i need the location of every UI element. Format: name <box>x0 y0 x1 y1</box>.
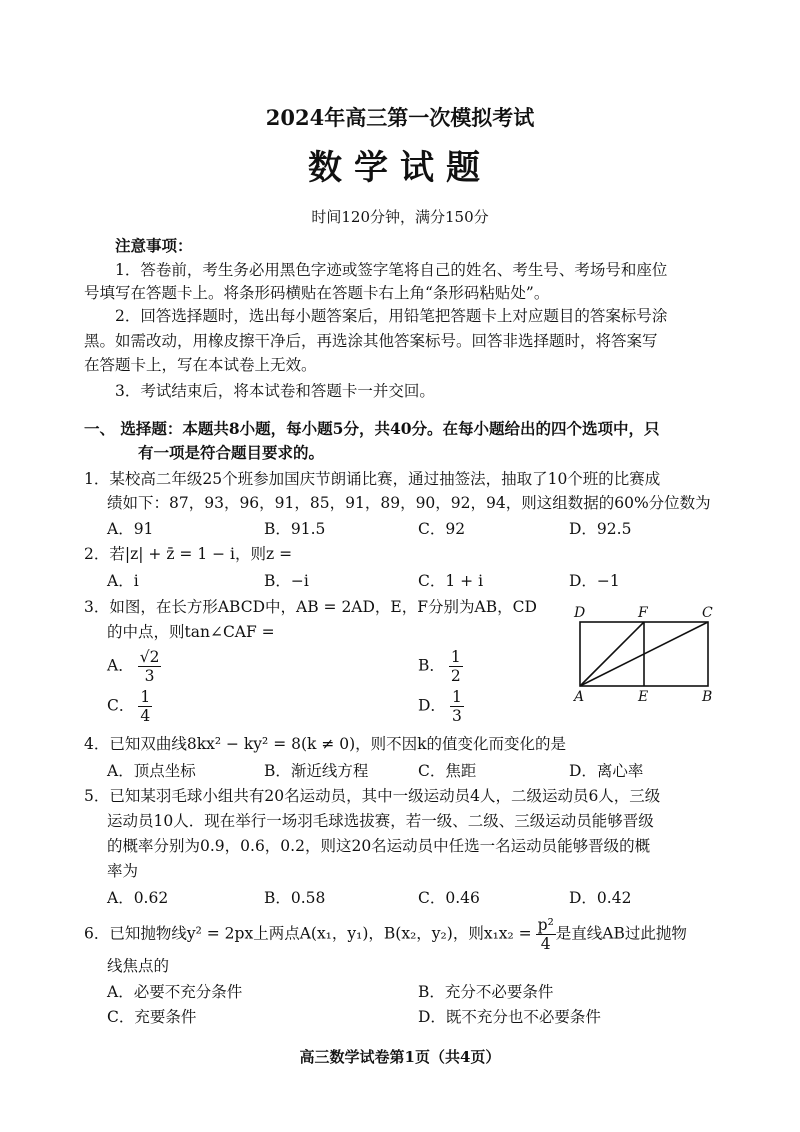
option-b: B．91.5 <box>264 520 326 538</box>
fraction: $\frac{√2}{3}$ <box>139 648 160 685</box>
option-d: D． $\frac{1}{3}$ <box>418 688 462 725</box>
option-c: C．0.46 <box>418 889 480 907</box>
notice-heading: 注意事项： <box>115 236 193 255</box>
option-a: A． $\frac{√2}{3}$ <box>107 648 160 685</box>
question-4-stem: 4．已知双曲线8kx² − ky² = 8(k ≠ 0)，则不因k的值变化而变化的是 <box>84 735 567 753</box>
notice-item: 在答题卡上，写在本试卷上无效。 <box>84 356 317 374</box>
option-c: C．92 <box>418 520 466 538</box>
question-6-line: 线焦点的 <box>107 957 170 975</box>
question-5-line: 运动员10人．现在举行一场羽毛球选拔赛，若一级、二级、三级运动员能够晋级 <box>107 812 654 830</box>
option-b: B．充分不必要条件 <box>418 983 554 1001</box>
page-footer: 高三数学试卷第1页（共4页） <box>299 1048 501 1066</box>
exam-title: 2024年高三第一次模拟考试 <box>265 105 535 130</box>
notice-item: 号填写在答题卡上。将条形码横贴在答题卡右上角“条形码粘贴处”。 <box>84 284 550 302</box>
option-c: C．充要条件 <box>107 1008 197 1026</box>
question-5-line: 率为 <box>107 862 139 880</box>
label-e: E <box>638 689 649 705</box>
option-a: A．91 <box>107 520 154 538</box>
option-b: B．−i <box>264 572 309 590</box>
subject-title: 数学试题 <box>308 148 492 188</box>
notice-item: 黑。如需改动，用橡皮擦干净后，再选涂其他答案标号。回答非选择题时，将答案写 <box>84 332 658 350</box>
option-b: B．渐近线方程 <box>264 762 369 780</box>
option-d: D．−1 <box>569 572 620 590</box>
option-a: A．i <box>107 572 139 590</box>
question-3-line: 的中点，则tan∠CAF = <box>107 623 275 641</box>
segment-af <box>580 622 644 686</box>
label-a: A <box>574 689 585 705</box>
section-heading-cont: 有一项是符合题目要求的。 <box>138 443 325 462</box>
option-d: D．既不充分也不必要条件 <box>418 1008 601 1026</box>
question-1-line: 1．某校高二年级25个班参加国庆节朗诵比赛，通过抽签法，抽取了10个班的比赛成 <box>84 470 661 488</box>
option-b: B． $\frac{1}{2}$ <box>418 648 461 685</box>
fraction: $\frac{1}{4}$ <box>140 688 151 725</box>
question-5-line: 5．已知某羽毛球小组共有20名运动员，其中一级运动员4人，二级运动员6人，三级 <box>84 787 661 805</box>
option-c: C．1 + i <box>418 572 484 590</box>
question-6-line: 6．已知抛物线y² = 2px上两点A(x₁，y₁)，B(x₂，y₂)，则x₁x₂ = $\frac{\text{p²}}{4}$ 是直线AB过此抛物 <box>84 916 687 953</box>
label-f: F <box>638 605 648 621</box>
question-1-line: 绩如下：87，93，96，91，85，91，89，90，92，94，则这组数据的60%分位数为 <box>107 494 711 512</box>
fraction: $\frac{1}{2}$ <box>450 648 461 685</box>
option-d: D．离心率 <box>569 762 644 780</box>
label-c: C <box>702 605 713 621</box>
notice-item: 3．考试结束后，将本试卷和答题卡一并交回。 <box>115 382 435 400</box>
label-d: D <box>574 605 586 621</box>
option-c: C． $\frac{1}{4}$ <box>107 688 151 725</box>
option-b: B．0.58 <box>264 889 326 907</box>
notice-item: 1．答卷前，考生务必用黑色字迹或签字笔将自己的姓名、考生号、考场号和座位 <box>115 261 668 279</box>
notice-item: 2．回答选择题时，选出每小题答案后，用铅笔把答题卡上对应题目的答案标号涂 <box>115 307 668 325</box>
question-3-line: 3．如图，在长方形ABCD中，AB = 2AD，E，F分别为AB，CD <box>84 598 537 616</box>
rectangle-figure <box>568 602 718 706</box>
question-2-stem: 2．若|z| + z̄ = 1 − i，则z = <box>84 545 293 563</box>
fraction: $\frac{1}{3}$ <box>451 688 462 725</box>
option-a: A．0.62 <box>107 889 169 907</box>
fraction: $\frac{\text{p²}}{4}$ <box>537 916 554 953</box>
label-b: B <box>702 689 713 705</box>
question-5-line: 的概率分别为0.9，0.6，0.2，则这20名运动员中任选一名运动员能够晋级的概 <box>107 837 651 855</box>
option-d: D．0.42 <box>569 889 632 907</box>
option-a: A．顶点坐标 <box>107 762 196 780</box>
option-a: A．必要不充分条件 <box>107 983 243 1001</box>
option-d: D．92.5 <box>569 520 632 538</box>
section-heading: 一、 选择题：本题共8小题，每小题5分，共40分。在每小题给出的四个选项中，只 <box>84 419 660 438</box>
time-info: 时间120分钟，满分150分 <box>311 208 489 226</box>
option-c: C．焦距 <box>418 762 477 780</box>
